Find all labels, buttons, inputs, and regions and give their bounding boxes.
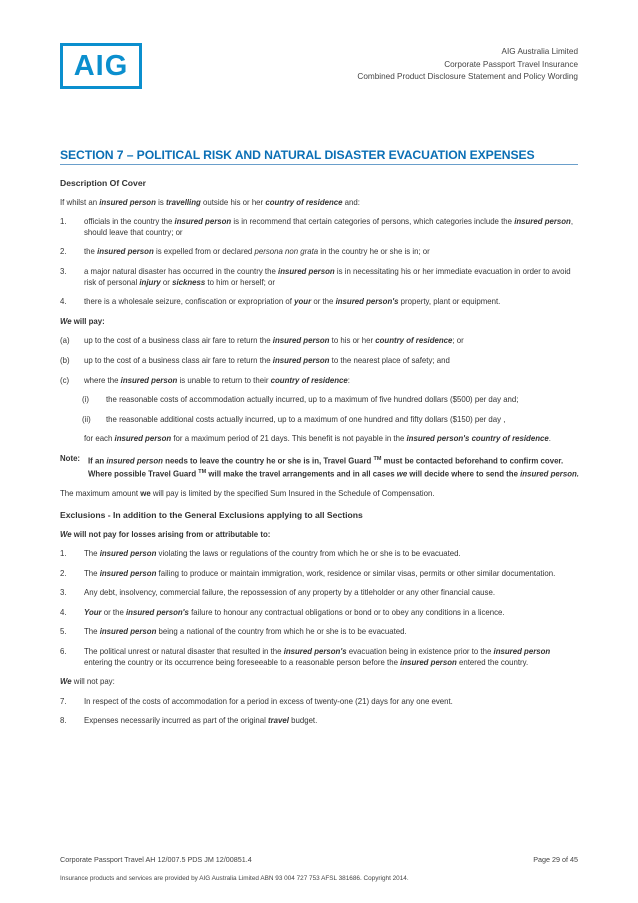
- list-item: [60, 627, 580, 638]
- list-item-text: where the insured person is unable to return to their country of residence:: [84, 375, 350, 385]
- exclusions-heading: Exclusions - In addition to the General Exclusions applying to all Sections: [60, 509, 363, 520]
- list-item-text: the reasonable additional costs actually incurred, up to a maximum of one hundred and fifty dollars ($150) per day ,: [106, 414, 506, 424]
- list-item-text: up to the cost of a business class air fare to return the insured person to the nearest place of safety; and: [84, 355, 450, 365]
- header-product: Corporate Passport Travel Insurance: [444, 59, 578, 69]
- note-text: If an insured person needs to leave the country he or she is in, Travel Guard ™ must be contacted beforehand to confirm cover. Where possible Travel Guard ™ will make the travel arrangements and in all cases we will decide where to send the insured person.: [88, 455, 579, 479]
- list-item: [60, 297, 580, 308]
- list-item-text: up to the cost of a business class air fare to return the insured person to his or her country of residence; or: [84, 336, 464, 346]
- list-item-number: (i): [82, 395, 89, 405]
- list-item-number: (ii): [82, 414, 91, 424]
- footer: [60, 855, 578, 864]
- list-item: [60, 588, 580, 599]
- list-item-text: Any debt, insolvency, commercial failure, the repossession of any property by a titleholder or any other financial cause.: [84, 588, 495, 598]
- list-item: [82, 395, 580, 406]
- list-item: [60, 376, 580, 387]
- list-item-number: (c): [60, 375, 70, 385]
- header-document: Combined Product Disclosure Statement and Policy Wording: [357, 72, 578, 81]
- list-item-number: (b): [60, 355, 70, 365]
- logo-text: AIG: [73, 49, 129, 82]
- list-item-text: a major natural disaster has occurred in the country the insured person is in necessitating his or her immediate evacuation in order to avoid risk of personal injury or sickness to him or herself; or: [84, 266, 571, 287]
- section-body: [60, 172, 580, 736]
- list-item-number: 2.: [60, 247, 67, 257]
- list-item: [60, 647, 580, 668]
- description-heading: Description Of Cover: [60, 178, 146, 188]
- exclusions-list-2: [60, 697, 580, 727]
- cover-list: [60, 217, 580, 308]
- header-company: AIG Australia Limited: [501, 47, 578, 56]
- list-item-number: 3.: [60, 588, 67, 598]
- list-item: [60, 356, 580, 367]
- list-item-text: there is a wholesale seizure, confiscation or expropriation of your or the insured person's property, plant or equipment.: [84, 297, 501, 307]
- list-item-number: 3.: [60, 266, 67, 276]
- list-item-number: 5.: [60, 627, 67, 637]
- list-item-text: The insured person failing to produce or maintain immigration, work, residence or similar visas, permits or other similar documentation.: [84, 568, 556, 578]
- list-item: [60, 336, 580, 347]
- note-block: [60, 454, 580, 480]
- pay-list: [60, 336, 580, 386]
- list-item-text: Your or the insured person's failure to honour any contractual obligations or bond or to obey any conditions in a licence.: [84, 607, 505, 617]
- list-item: [60, 608, 580, 619]
- we-will-not-pay: We will not pay:: [60, 677, 115, 687]
- note-label: Note:: [60, 453, 81, 463]
- list-item-text: the reasonable costs of accommodation actually incurred, up to a maximum of five hundred dollars ($500) per day and;: [106, 395, 519, 405]
- list-item-text: The political unrest or natural disaster that resulted in the insured person's evacuation being in existence prior to the insured person entering the country or its occurrence being foreseeable to a reasonable person before the insured person entered the country.: [84, 647, 551, 667]
- list-item: [60, 247, 580, 258]
- list-item-text: In respect of the costs of accommodation for a period in excess of twenty-one (21) days for any one event.: [84, 696, 453, 706]
- list-item: [60, 716, 580, 727]
- list-item-number: 1.: [60, 549, 67, 559]
- footer-legal: Insurance products and services are provided by AIG Australia Limited ABN 93 004 727 753 AFSL 381686. Copyright 2014.: [60, 875, 409, 882]
- list-item-text: The insured person violating the laws or regulations of the country from which he or she is to be evacuated.: [84, 549, 461, 559]
- list-item-number: 4.: [60, 297, 67, 307]
- page-number: Page 29 of 45: [533, 855, 578, 864]
- list-item-number: 2.: [60, 568, 67, 578]
- exclusions-list: [60, 549, 580, 668]
- list-item-number: 4.: [60, 607, 67, 617]
- list-item: [60, 697, 580, 708]
- maximum-amount-paragraph: The maximum amount we will pay is limited by the specified Sum Insured in the Schedule of Compensation.: [60, 489, 435, 499]
- document-header: [357, 46, 578, 84]
- intro-paragraph: If whilst an insured person is travelling outside his or her country of residence and:: [60, 197, 360, 207]
- list-item-text: Expenses necessarily incurred as part of the original travel budget.: [84, 716, 318, 726]
- list-item-number: 8.: [60, 716, 67, 726]
- list-item: [60, 569, 580, 580]
- exclusions-intro: We will not pay for losses arising from or attributable to:: [60, 529, 271, 539]
- list-item-text: the insured person is expelled from or declared persona non grata in the country he or she is in; or: [84, 247, 430, 257]
- aig-logo: [60, 43, 142, 89]
- list-item-number: 7.: [60, 696, 67, 706]
- pay-sublist: [60, 395, 580, 425]
- list-item-text: officials in the country the insured person is in recommend that certain categories of persons, which categories include the insured person, should leave that country; or: [84, 217, 574, 237]
- for-each-paragraph: for each insured person for a maximum period of 21 days. This benefit is not payable in the insured person's country of residence.: [84, 434, 551, 444]
- list-item-number: 1.: [60, 217, 67, 227]
- list-item: [60, 217, 580, 238]
- section-title: SECTION 7 – POLITICAL RISK AND NATURAL DISASTER EVACUATION EXPENSES: [60, 148, 578, 165]
- list-item-number: (a): [60, 336, 70, 346]
- we-will-pay-heading: We will pay:: [60, 316, 105, 326]
- list-item-number: 6.: [60, 647, 67, 657]
- list-item-text: The insured person being a national of the country from which he or she is to be evacuated.: [84, 627, 407, 637]
- list-item: [60, 549, 580, 560]
- footer-reference: Corporate Passport Travel AH 12/007.5 PDS JM 12/00851.4: [60, 855, 252, 864]
- list-item: [82, 415, 580, 426]
- list-item: [60, 267, 580, 288]
